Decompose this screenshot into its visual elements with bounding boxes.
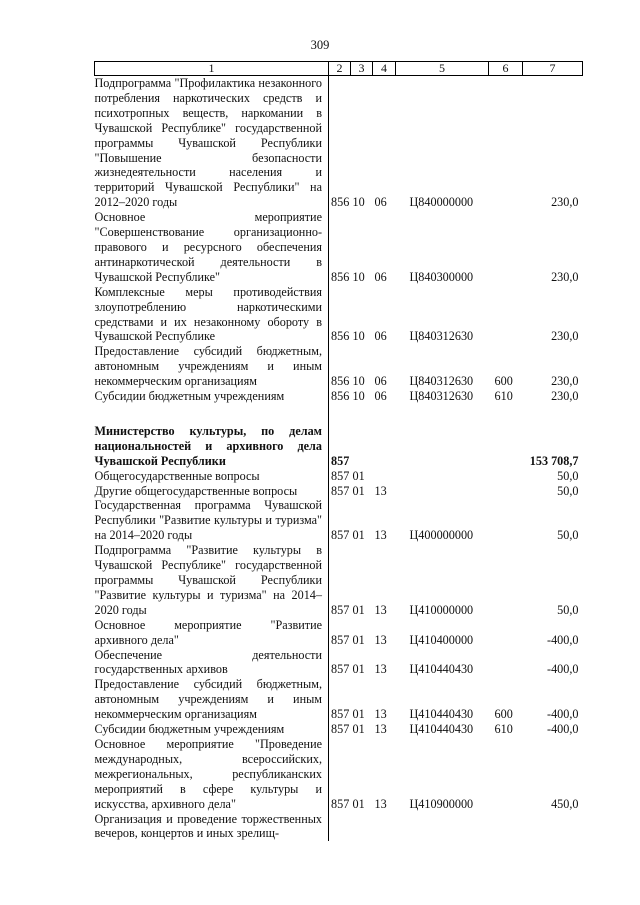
section-code-cell: 01 [352,632,365,647]
table-row [95,285,583,345]
row-name-cell: Предоставление субсидий бюджетным, автономным учреждениям и иным некоммерческим организациям [95,677,329,722]
row-name-cell: Основное мероприятие "Развитие архивного дела" [95,618,329,648]
subsection-code-cell: 13 [374,707,387,722]
expense-type-cell [489,76,523,211]
section-code-cell: 10 [352,195,365,210]
table-header-row [95,62,583,76]
ministry-code-cell: 856 [331,374,350,389]
expense-type-cell [489,210,523,285]
column-header: 4 [373,62,396,76]
amount-cell: 230,0 [551,195,579,210]
column-header: 5 [396,62,489,76]
subsection-code-cell: 13 [374,796,387,811]
target-article-cell: Ц410440430 [409,662,474,677]
subsection-code-cell: 06 [374,374,387,389]
target-article-cell: Ц840300000 [409,269,474,284]
section-code-cell: 01 [352,468,365,483]
expense-type-cell [489,737,523,812]
target-article-cell: Ц410900000 [409,796,474,811]
table-row [95,76,583,211]
subsection-code-cell: 06 [374,329,387,344]
row-name-cell: Предоставление субсидий бюджетным, автономным учреждениям и иным некоммерческим организациям [95,344,329,389]
subsection-code-cell: 06 [374,269,387,284]
expense-type-cell [489,812,523,842]
ministry-code-cell [329,404,351,424]
target-article-cell [396,484,489,499]
table-row [95,618,583,648]
amount-cell: 230,0 [551,329,579,344]
expense-type-cell: 600 [494,707,513,722]
table-row [95,677,583,722]
subsection-code-cell: 13 [374,528,387,543]
table-row [95,498,583,543]
subsection-code-cell: 13 [374,632,387,647]
column-header: 3 [351,62,373,76]
subsection-code-cell: 06 [374,389,387,404]
section-code-cell [351,404,373,424]
target-article-cell [396,404,489,424]
ministry-code-cell: 857 [331,483,350,498]
target-article-cell: Ц410000000 [409,602,474,617]
row-name-cell: Подпрограмма "Развитие культуры в Чувашской Республике" государственной программы Чувашской Республики "Развитие культуры и туризма" на 2014–2020 годы [95,543,329,618]
target-article-cell [396,424,489,469]
expense-type-cell [489,424,523,469]
section-code-cell: 10 [352,389,365,404]
expense-type-cell [489,484,523,499]
section-code-cell: 01 [352,722,365,737]
row-name-cell: Подпрограмма "Профилактика незаконного потребления наркотических средств и психотропных веществ, наркомании в Чувашской Республике" государственной программы Чувашской Республики "Повышение безопасности жизнедеятельности населения и территорий Чувашской Республики" на 2012–2020 годы [95,76,329,211]
column-header: 2 [329,62,351,76]
expense-type-cell: 600 [494,374,513,389]
ministry-code-cell: 856 [331,389,350,404]
ministry-code-cell: 857 [331,602,350,617]
ministry-code-cell: 856 [331,195,350,210]
subsection-code-cell: 13 [374,662,387,677]
amount-cell: 50,0 [557,483,579,498]
row-name-cell: Государственная программа Чувашской Республики "Развитие культуры и туризма" на 2014–2020 годы [95,498,329,543]
target-article-cell: Ц840312630 [409,374,474,389]
table-row [95,737,583,812]
target-article-cell: Ц410440430 [409,722,474,737]
expense-type-cell [489,498,523,543]
budget-table [94,61,583,841]
row-name-cell: Основное мероприятие "Проведение международных, всероссийских, межрегиональных, республиканских мероприятий в сфере культуры и искусства, архивного дела" [95,737,329,812]
ministry-code-cell: 856 [331,269,350,284]
target-article-cell: Ц840312630 [409,329,474,344]
section-code-cell [351,424,373,469]
target-article-cell: Ц410440430 [409,707,474,722]
row-name-cell: Субсидии бюджетным учреждениям [95,389,329,404]
row-name-cell [95,404,329,424]
section-code-cell: 01 [352,602,365,617]
amount-cell: -400,0 [547,707,579,722]
table-row [95,344,583,389]
expense-type-cell [489,404,523,424]
table-row [95,210,583,285]
table-row [95,469,583,484]
expense-type-cell [489,543,523,618]
subsection-code-cell: 13 [374,602,387,617]
subsection-code-cell: 13 [374,722,387,737]
amount-cell: 230,0 [551,389,579,404]
amount-cell: 153 708,7 [529,453,579,468]
row-name-cell: Комплексные меры противодействия злоупотреблению наркотическими средствами и их незаконному обороту в Чувашской Республике [95,285,329,345]
amount-cell [523,404,583,424]
table-row [95,543,583,618]
column-header: 1 [95,62,329,76]
column-header: 7 [523,62,583,76]
amount-cell: 230,0 [551,269,579,284]
expense-type-cell [489,618,523,648]
ministry-code-cell [329,812,351,842]
amount-cell: 50,0 [557,528,579,543]
column-header: 6 [489,62,523,76]
subsection-code-cell: 13 [374,483,387,498]
target-article-cell [396,469,489,484]
table-row [95,404,583,424]
row-name-cell: Субсидии бюджетным учреждениям [95,722,329,737]
expense-type-cell: 610 [494,389,513,404]
target-article-cell: Ц400000000 [409,528,474,543]
amount-cell: 450,0 [551,796,579,811]
target-article-cell: Ц840312630 [409,389,474,404]
section-code-cell: 10 [352,269,365,284]
table-row [95,648,583,678]
table-row [95,812,583,842]
row-name-cell: Другие общегосударственные вопросы [95,484,329,499]
section-code-cell: 01 [352,796,365,811]
amount-cell: 230,0 [551,374,579,389]
subsection-code-cell [373,812,396,842]
row-name-cell: Общегосударственные вопросы [95,469,329,484]
amount-cell: -400,0 [547,632,579,647]
row-name-cell: Организация и проведение торжественных вечеров, концертов и иных зрелищ- [95,812,329,842]
row-name-cell: Обеспечение деятельности государственных архивов [95,648,329,678]
amount-cell: -400,0 [547,722,579,737]
expense-type-cell [489,285,523,345]
table-row [95,484,583,499]
ministry-code-cell: 857 [331,796,350,811]
table-row [95,722,583,737]
section-code-cell: 10 [352,329,365,344]
section-code-cell: 01 [352,528,365,543]
ministry-code-cell: 857 [331,453,350,468]
table-row [95,424,583,469]
section-code-cell [351,812,373,842]
ministry-code-cell: 856 [331,329,350,344]
amount-cell: 50,0 [557,602,579,617]
section-code-cell: 01 [352,483,365,498]
target-article-cell [396,812,489,842]
section-code-cell: 10 [352,374,365,389]
table-row [95,389,583,404]
subsection-code-cell: 06 [374,195,387,210]
expense-type-cell [489,469,523,484]
row-name-cell: Основное мероприятие "Совершенствование организационно-правового и ресурсного обеспечения антинаркотической деятельности в Чувашской Республике" [95,210,329,285]
amount-cell: -400,0 [547,662,579,677]
section-code-cell: 01 [352,662,365,677]
row-name-cell: Министерство культуры, по делам национальностей и архивного дела Чувашской Республики [95,424,329,469]
table-body [95,76,583,842]
target-article-cell: Ц410400000 [409,632,474,647]
subsection-code-cell [373,469,396,484]
target-article-cell: Ц840000000 [409,195,474,210]
ministry-code-cell: 857 [331,632,350,647]
ministry-code-cell: 857 [331,662,350,677]
expense-type-cell [489,648,523,678]
page-number: 309 [310,38,330,52]
section-code-cell: 01 [352,707,365,722]
subsection-code-cell [373,404,396,424]
ministry-code-cell: 857 [331,528,350,543]
subsection-code-cell [373,424,396,469]
amount-cell: 50,0 [557,468,579,483]
expense-type-cell: 610 [494,722,513,737]
ministry-code-cell: 857 [331,722,350,737]
amount-cell [523,812,583,842]
ministry-code-cell: 857 [331,468,350,483]
ministry-code-cell: 857 [331,707,350,722]
